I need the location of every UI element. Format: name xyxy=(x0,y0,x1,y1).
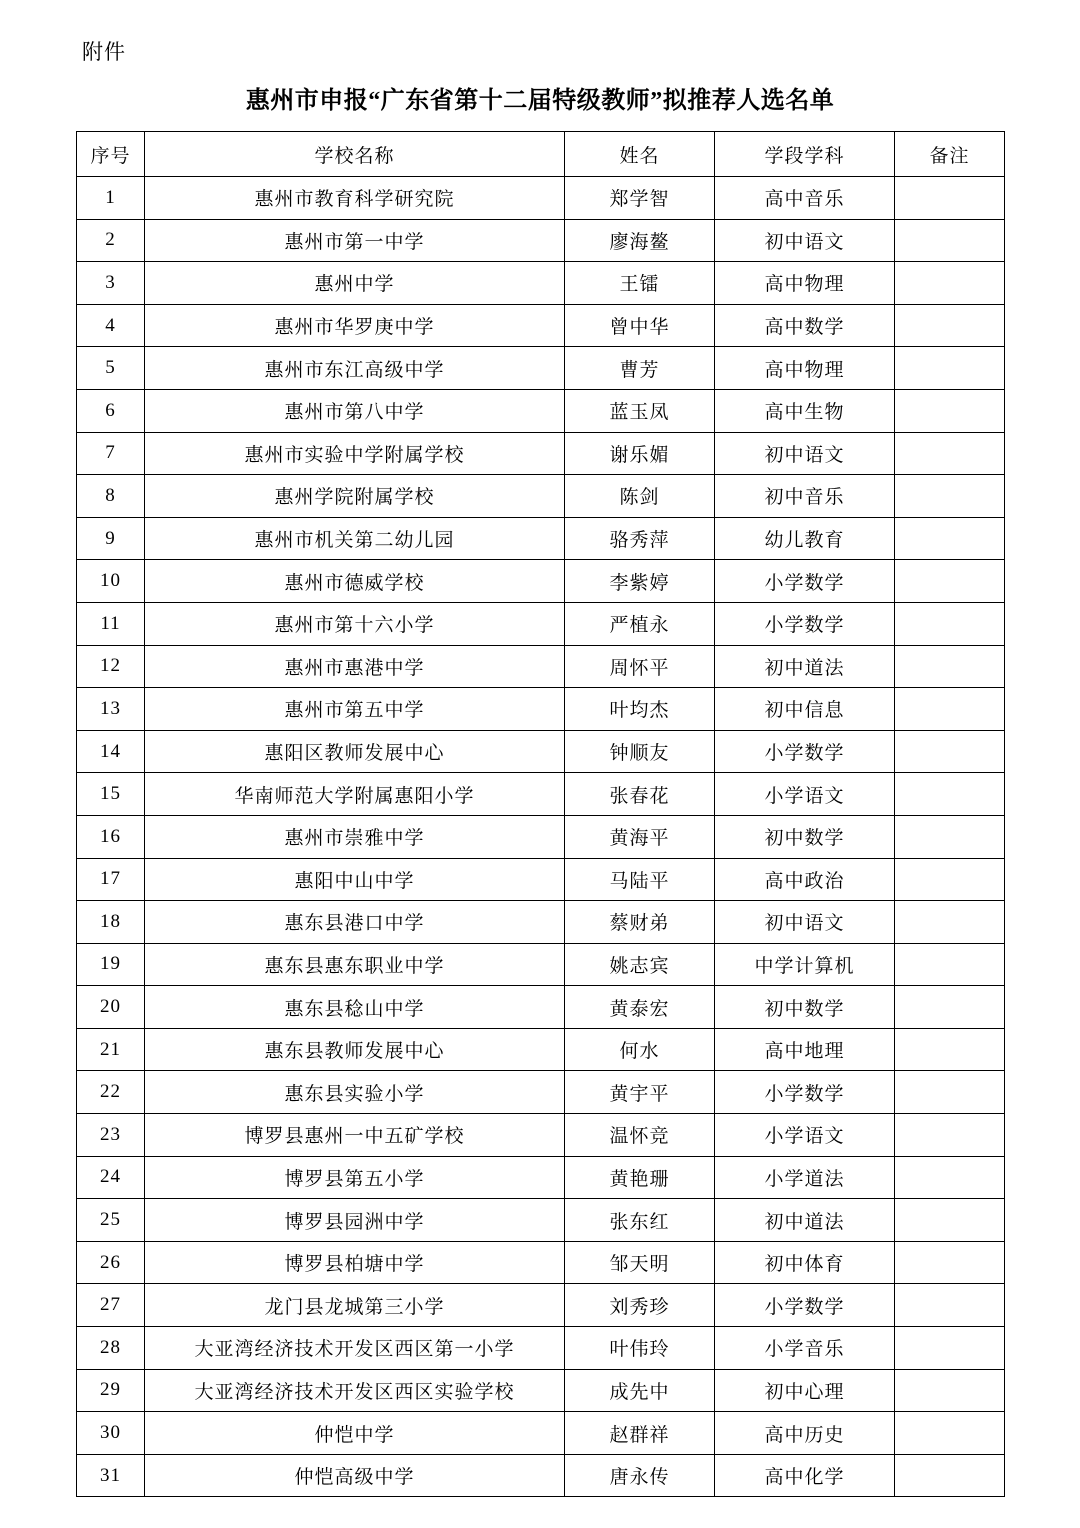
cell-subject: 高中化学 xyxy=(715,1454,895,1497)
cell-index: 18 xyxy=(77,901,145,944)
table-row xyxy=(77,730,1005,773)
cell-index: 25 xyxy=(77,1199,145,1242)
cell-subject: 高中政治 xyxy=(715,858,895,901)
cell-remark xyxy=(895,943,1005,986)
cell-name: 黄艳珊 xyxy=(565,1156,715,1199)
cell-subject: 中学计算机 xyxy=(715,943,895,986)
cell-index: 12 xyxy=(77,645,145,688)
cell-school: 博罗县惠州一中五矿学校 xyxy=(145,1114,565,1157)
cell-index: 4 xyxy=(77,304,145,347)
table-row xyxy=(77,1454,1005,1497)
cell-school: 龙门县龙城第三小学 xyxy=(145,1284,565,1327)
cell-index: 17 xyxy=(77,858,145,901)
cell-index: 29 xyxy=(77,1369,145,1412)
table-row xyxy=(77,1327,1005,1370)
table-row xyxy=(77,347,1005,390)
attachment-label: 附件 xyxy=(82,40,126,64)
cell-remark xyxy=(895,1241,1005,1284)
cell-school: 惠州市第一中学 xyxy=(145,219,565,262)
table-row xyxy=(77,773,1005,816)
cell-remark xyxy=(895,1369,1005,1412)
table-row xyxy=(77,1114,1005,1157)
cell-remark xyxy=(895,1156,1005,1199)
cell-remark xyxy=(895,347,1005,390)
cell-name: 骆秀萍 xyxy=(565,517,715,560)
cell-index: 1 xyxy=(77,177,145,220)
cell-name: 严植永 xyxy=(565,602,715,645)
cell-school: 惠州市第八中学 xyxy=(145,389,565,432)
cell-subject: 高中音乐 xyxy=(715,177,895,220)
table-row xyxy=(77,815,1005,858)
cell-name: 温怀竞 xyxy=(565,1114,715,1157)
cell-name: 邹天明 xyxy=(565,1241,715,1284)
cell-name: 姚志宾 xyxy=(565,943,715,986)
cell-name: 周怀平 xyxy=(565,645,715,688)
cell-school: 惠州市惠港中学 xyxy=(145,645,565,688)
cell-remark xyxy=(895,730,1005,773)
cell-remark xyxy=(895,1412,1005,1455)
cell-remark xyxy=(895,475,1005,518)
cell-index: 16 xyxy=(77,815,145,858)
cell-name: 王镭 xyxy=(565,262,715,305)
cell-index: 13 xyxy=(77,688,145,731)
table-row xyxy=(77,858,1005,901)
cell-remark xyxy=(895,177,1005,220)
table-body xyxy=(77,177,1005,1497)
cell-remark xyxy=(895,262,1005,305)
cell-remark xyxy=(895,1284,1005,1327)
cell-index: 9 xyxy=(77,517,145,560)
cell-school: 惠州市德威学校 xyxy=(145,560,565,603)
cell-name: 赵群祥 xyxy=(565,1412,715,1455)
cell-school: 博罗县第五小学 xyxy=(145,1156,565,1199)
cell-name: 郑学智 xyxy=(565,177,715,220)
cell-school: 惠州市崇雅中学 xyxy=(145,815,565,858)
cell-school: 惠州市东江高级中学 xyxy=(145,347,565,390)
cell-index: 23 xyxy=(77,1114,145,1157)
cell-subject: 小学数学 xyxy=(715,1071,895,1114)
cell-name: 谢乐媚 xyxy=(565,432,715,475)
cell-school: 惠东县教师发展中心 xyxy=(145,1028,565,1071)
cell-index: 31 xyxy=(77,1454,145,1497)
cell-subject: 高中物理 xyxy=(715,347,895,390)
recommended-candidates-table xyxy=(76,131,1005,1497)
cell-name: 成先中 xyxy=(565,1369,715,1412)
table-row xyxy=(77,262,1005,305)
cell-subject: 初中心理 xyxy=(715,1369,895,1412)
cell-name: 叶伟玲 xyxy=(565,1327,715,1370)
column-header-index: 序号 xyxy=(77,132,145,177)
cell-index: 11 xyxy=(77,602,145,645)
table-row xyxy=(77,1241,1005,1284)
cell-name: 廖海鳌 xyxy=(565,219,715,262)
column-header-name: 姓名 xyxy=(565,132,715,177)
cell-school: 惠州市实验中学附属学校 xyxy=(145,432,565,475)
cell-subject: 初中体育 xyxy=(715,1241,895,1284)
cell-remark xyxy=(895,304,1005,347)
cell-subject: 小学音乐 xyxy=(715,1327,895,1370)
cell-subject: 初中音乐 xyxy=(715,475,895,518)
cell-index: 8 xyxy=(77,475,145,518)
cell-subject: 小学道法 xyxy=(715,1156,895,1199)
cell-school: 惠阳中山中学 xyxy=(145,858,565,901)
cell-subject: 幼儿教育 xyxy=(715,517,895,560)
cell-remark xyxy=(895,517,1005,560)
column-header-subject: 学段学科 xyxy=(715,132,895,177)
cell-remark xyxy=(895,1199,1005,1242)
table-row xyxy=(77,1412,1005,1455)
cell-name: 曾中华 xyxy=(565,304,715,347)
cell-school: 惠州中学 xyxy=(145,262,565,305)
cell-subject: 高中物理 xyxy=(715,262,895,305)
cell-subject: 高中数学 xyxy=(715,304,895,347)
table-row xyxy=(77,1156,1005,1199)
table-row xyxy=(77,1071,1005,1114)
cell-remark xyxy=(895,901,1005,944)
cell-subject: 小学数学 xyxy=(715,730,895,773)
cell-index: 21 xyxy=(77,1028,145,1071)
cell-school: 惠州市华罗庚中学 xyxy=(145,304,565,347)
cell-index: 10 xyxy=(77,560,145,603)
cell-name: 唐永传 xyxy=(565,1454,715,1497)
table-row xyxy=(77,1369,1005,1412)
cell-subject: 小学语文 xyxy=(715,773,895,816)
cell-school: 惠东县实验小学 xyxy=(145,1071,565,1114)
column-header-remark: 备注 xyxy=(895,132,1005,177)
cell-school: 惠州市机关第二幼儿园 xyxy=(145,517,565,560)
cell-remark xyxy=(895,773,1005,816)
cell-subject: 初中语文 xyxy=(715,901,895,944)
cell-name: 钟顺友 xyxy=(565,730,715,773)
cell-index: 20 xyxy=(77,986,145,1029)
cell-index: 3 xyxy=(77,262,145,305)
cell-index: 28 xyxy=(77,1327,145,1370)
table-row xyxy=(77,304,1005,347)
cell-remark xyxy=(895,1028,1005,1071)
cell-index: 22 xyxy=(77,1071,145,1114)
cell-index: 7 xyxy=(77,432,145,475)
cell-name: 黄泰宏 xyxy=(565,986,715,1029)
cell-remark xyxy=(895,858,1005,901)
table-row xyxy=(77,645,1005,688)
cell-school: 仲恺高级中学 xyxy=(145,1454,565,1497)
cell-name: 张东红 xyxy=(565,1199,715,1242)
cell-name: 蓝玉凤 xyxy=(565,389,715,432)
cell-remark xyxy=(895,1071,1005,1114)
cell-school: 惠阳区教师发展中心 xyxy=(145,730,565,773)
table-row xyxy=(77,1028,1005,1071)
cell-subject: 高中生物 xyxy=(715,389,895,432)
cell-subject: 小学数学 xyxy=(715,1284,895,1327)
table-row xyxy=(77,1284,1005,1327)
cell-index: 27 xyxy=(77,1284,145,1327)
table-row xyxy=(77,688,1005,731)
cell-school: 华南师范大学附属惠阳小学 xyxy=(145,773,565,816)
cell-name: 张春花 xyxy=(565,773,715,816)
cell-remark xyxy=(895,986,1005,1029)
cell-school: 大亚湾经济技术开发区西区实验学校 xyxy=(145,1369,565,1412)
table-row xyxy=(77,219,1005,262)
cell-index: 19 xyxy=(77,943,145,986)
cell-school: 惠州市第五中学 xyxy=(145,688,565,731)
cell-subject: 小学数学 xyxy=(715,560,895,603)
cell-name: 黄宇平 xyxy=(565,1071,715,1114)
cell-remark xyxy=(895,219,1005,262)
table-row xyxy=(77,986,1005,1029)
page-title: 惠州市申报“广东省第十二届特级教师”拟推荐人选名单 xyxy=(245,88,835,114)
cell-index: 2 xyxy=(77,219,145,262)
cell-index: 26 xyxy=(77,1241,145,1284)
cell-subject: 小学数学 xyxy=(715,602,895,645)
cell-name: 曹芳 xyxy=(565,347,715,390)
cell-remark xyxy=(895,432,1005,475)
cell-school: 惠东县稔山中学 xyxy=(145,986,565,1029)
cell-school: 博罗县园洲中学 xyxy=(145,1199,565,1242)
cell-index: 6 xyxy=(77,389,145,432)
table-row xyxy=(77,943,1005,986)
cell-remark xyxy=(895,1454,1005,1497)
cell-name: 黄海平 xyxy=(565,815,715,858)
cell-school: 博罗县柏塘中学 xyxy=(145,1241,565,1284)
table-row xyxy=(77,560,1005,603)
table-header-row xyxy=(77,132,1005,177)
table-row xyxy=(77,602,1005,645)
cell-remark xyxy=(895,688,1005,731)
cell-subject: 初中语文 xyxy=(715,219,895,262)
cell-subject: 初中道法 xyxy=(715,645,895,688)
cell-name: 李紫婷 xyxy=(565,560,715,603)
table-row xyxy=(77,517,1005,560)
table-row xyxy=(77,475,1005,518)
cell-subject: 高中地理 xyxy=(715,1028,895,1071)
cell-name: 蔡财弟 xyxy=(565,901,715,944)
cell-remark xyxy=(895,1114,1005,1157)
cell-subject: 初中道法 xyxy=(715,1199,895,1242)
cell-index: 30 xyxy=(77,1412,145,1455)
table-row xyxy=(77,1199,1005,1242)
cell-school: 惠州学院附属学校 xyxy=(145,475,565,518)
cell-subject: 初中数学 xyxy=(715,986,895,1029)
cell-name: 叶均杰 xyxy=(565,688,715,731)
cell-remark xyxy=(895,560,1005,603)
cell-subject: 初中数学 xyxy=(715,815,895,858)
cell-school: 惠州市第十六小学 xyxy=(145,602,565,645)
cell-remark xyxy=(895,602,1005,645)
column-header-school: 学校名称 xyxy=(145,132,565,177)
cell-school: 惠东县港口中学 xyxy=(145,901,565,944)
cell-index: 14 xyxy=(77,730,145,773)
cell-subject: 初中信息 xyxy=(715,688,895,731)
cell-remark xyxy=(895,389,1005,432)
cell-remark xyxy=(895,645,1005,688)
cell-index: 24 xyxy=(77,1156,145,1199)
table-row xyxy=(77,901,1005,944)
table-row xyxy=(77,432,1005,475)
cell-remark xyxy=(895,1327,1005,1370)
cell-school: 大亚湾经济技术开发区西区第一小学 xyxy=(145,1327,565,1370)
cell-remark xyxy=(895,815,1005,858)
cell-school: 惠东县惠东职业中学 xyxy=(145,943,565,986)
cell-name: 何水 xyxy=(565,1028,715,1071)
cell-school: 惠州市教育科学研究院 xyxy=(145,177,565,220)
cell-name: 刘秀珍 xyxy=(565,1284,715,1327)
cell-school: 仲恺中学 xyxy=(145,1412,565,1455)
table-row xyxy=(77,389,1005,432)
cell-name: 陈剑 xyxy=(565,475,715,518)
cell-index: 5 xyxy=(77,347,145,390)
cell-index: 15 xyxy=(77,773,145,816)
cell-subject: 高中历史 xyxy=(715,1412,895,1455)
cell-subject: 初中语文 xyxy=(715,432,895,475)
cell-subject: 小学语文 xyxy=(715,1114,895,1157)
cell-name: 马陆平 xyxy=(565,858,715,901)
table-row xyxy=(77,177,1005,220)
